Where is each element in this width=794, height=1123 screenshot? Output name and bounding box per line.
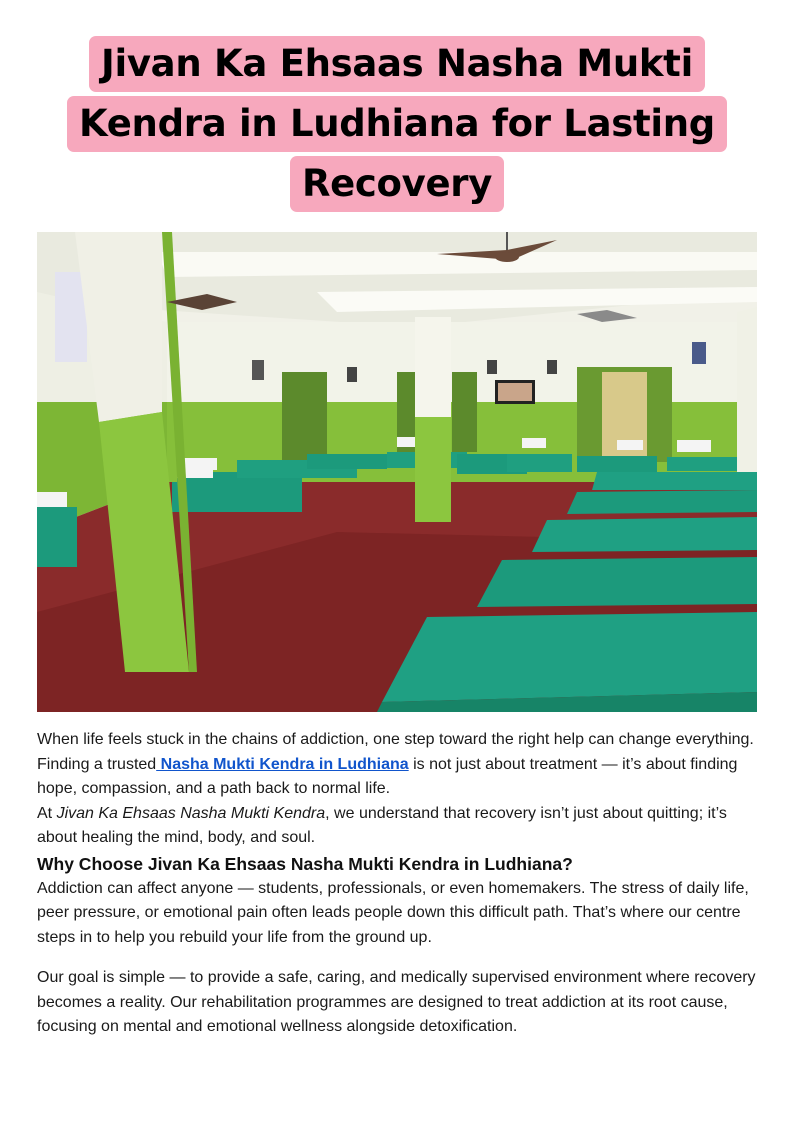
- page-title: [0, 36, 794, 216]
- section-paragraph-2: Our goal is simple — to provide a safe, caring, and medically supervised environment where recovery becomes a reality. Our rehabilitation programmes are designed to treat addiction at its root cause, focusing on mental and emotional wellness alongside detoxification.: [37, 969, 756, 1035]
- section-paragraph-1: Addiction can affect anyone — students, professionals, or even homemakers. The stress of daily life, peer pressure, or emotional pain often leads people down this difficult path. That’s where our centre steps in to help you rebuild your life from the ground up.: [37, 879, 749, 946]
- title-line-1: Jivan Ka Ehsaas Nasha Mukti: [89, 36, 705, 92]
- section-heading: Why Choose Jivan Ka Ehsaas Nasha Mukti Kendra in Ludhiana?: [37, 853, 573, 874]
- nasha-mukti-kendra-link[interactable]: Nasha Mukti Kendra in Ludhiana: [156, 755, 409, 773]
- title-line-2: Kendra in Ludhiana for Lasting: [67, 96, 727, 152]
- title-line-3: Recovery: [290, 156, 504, 212]
- dormitory-photo: [37, 232, 757, 712]
- intro-paragraph: When life feels stuck in the chains of addiction, one step toward the right help can change everything. Finding a trusted Nasha Mukti Kendra in Ludhiana is not just about treatment — it’s about finding hope, compassion, and a path back to normal life. At Jivan Ka Ehsaas Nasha Mukti Kendra, we understand that recovery isn’t just about quitting; it’s about healing the mind, body, and soul.: [37, 731, 754, 846]
- article-body: [37, 728, 759, 1056]
